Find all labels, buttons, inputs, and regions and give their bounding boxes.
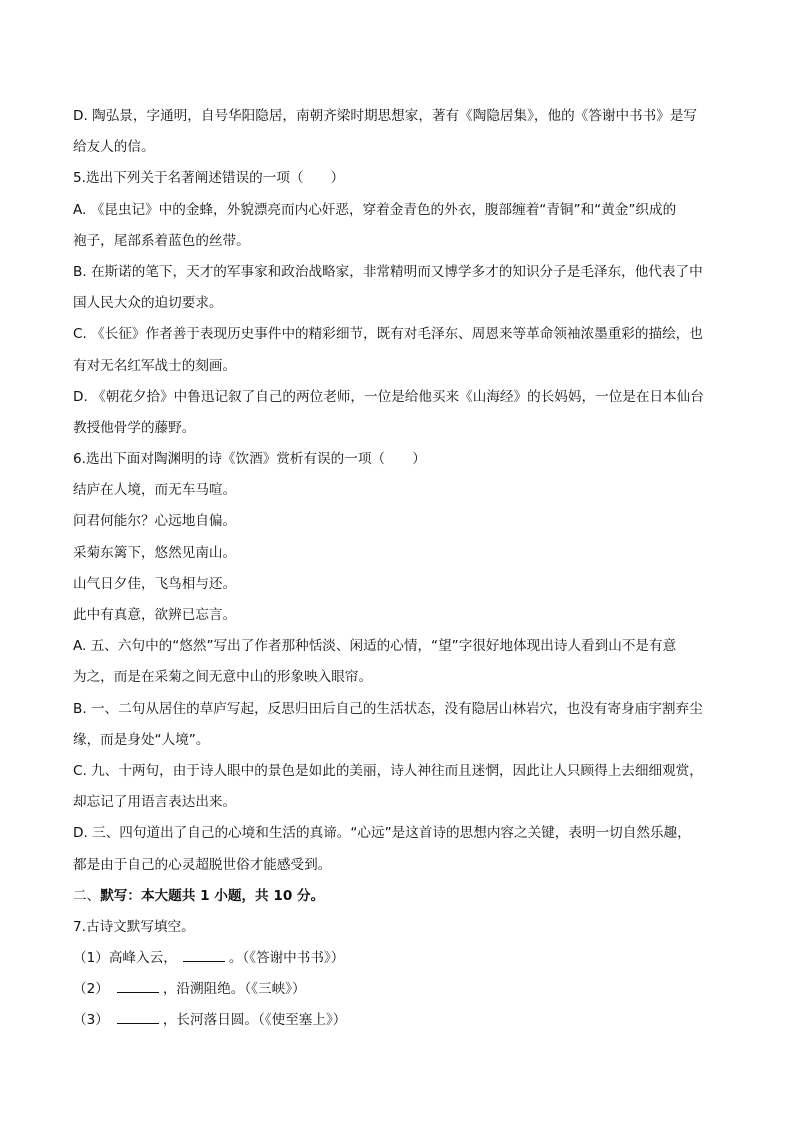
q6-option-c-line1: C. 九、十两句，由于诗人眼中的景色是如此的美丽，诗人神往而且迷惘，因此让人只顾得上去细细观赏， xyxy=(73,762,703,779)
q5-option-b-line1: B. 在斯诺的笔下，天才的军事家和政治战略家，非常精明而又博学多才的知识分子是毛泽东，他代表了中 xyxy=(73,263,703,280)
q7-item-3-blank[interactable] xyxy=(117,1006,159,1024)
q6-option-a-line2: 为之，而是在采菊之间无意中山的形象映入眼帘。 xyxy=(73,669,373,686)
q4-option-d-line1: D. 陶弘景，字通明，自号华阳隐居，南朝齐梁时期思想家，著有《陶隐居集》，他的《答谢中书书》是写 xyxy=(73,108,698,124)
q6-option-b-line2: 缘，而是身处“人境”。 xyxy=(73,731,210,748)
section-heading xyxy=(73,881,723,912)
q5-option-a-line2: 袍子，尾部系着蓝色的丝带。 xyxy=(73,232,250,249)
q7-item-1-blank[interactable] xyxy=(183,944,225,962)
q7-item-2-number: （2） xyxy=(73,981,109,998)
q5-option-a-line1: A. 《昆虫记》中的金蜂，外貌漂亮而内心奸恶，穿着金青色的外衣，腹部缠着“青铜”和“黄金”织成的 xyxy=(73,201,677,218)
q6-poem-line-2: 问君何能尔？心远地自偏。 xyxy=(73,513,237,530)
q7-item-3-number: （3） xyxy=(73,1012,109,1029)
q7-item-1 xyxy=(73,943,723,974)
q7-item-1-number: （1） xyxy=(73,950,109,967)
q5-option-c-line2: 有对无名红军战士的刻画。 xyxy=(73,357,237,374)
q7-item-3-after: ，长河落日圆。（《使至塞上》） xyxy=(162,1012,347,1029)
q6-option-b-line1: B. 一、二句从居住的草庐写起，反思归田后自己的生活状态，没有隐居山林岩穴，也没有寄身庙宇割弃尘 xyxy=(73,700,703,717)
q6-stem: 6.选出下面对陶渊明的诗《饮酒》赏析有误的一项（ ） xyxy=(73,451,426,468)
q7-item-1-after: 。（《答谢中书书》） xyxy=(228,950,345,967)
q5-option-b-line2: 国人民大众的迫切要求。 xyxy=(73,295,223,312)
q4-option-d-line2: 给友人的信。 xyxy=(73,139,155,156)
q7-item-2-blank[interactable] xyxy=(117,975,159,993)
q6-option-c-line2: 却忘记了用语言表达出来。 xyxy=(73,794,237,811)
q6-option-d-line1: D. 三、四句道出了自己的心境和生活的真谛。“心远”是这首诗的思想内容之关键，表明一切自然乐趣， xyxy=(73,825,691,842)
q5-option-d-line2: 教授他骨学的藤野。 xyxy=(73,419,196,436)
q7-item-2 xyxy=(73,974,723,1005)
q6-poem-line-1: 结庐在人境，而无车马喧。 xyxy=(73,482,237,499)
q5-stem: 5.选出下列关于名著阐述错误的一项（ ） xyxy=(73,170,345,187)
q6-option-a-line1: A. 五、六句中的“悠然”写出了作者那种恬淡、闲适的心情，“望”字很好地体现出诗人看到山不是有意 xyxy=(73,638,677,655)
q7-stem: 7.古诗文默写填空。 xyxy=(73,918,195,935)
section-prefix: 二、 xyxy=(73,887,101,904)
q7-item-3 xyxy=(73,1005,723,1036)
q6-option-d-line2: 都是由于自己的心灵超脱世俗才能感受到。 xyxy=(73,856,332,873)
q7-item-2-after: ，沿溯阻绝。（《三峡》） xyxy=(162,981,306,998)
q6-poem-line-3: 采菊东篱下，悠然见南山。 xyxy=(73,544,237,561)
q7-item-1-before: 高峰入云， xyxy=(108,950,177,967)
q5-option-c-line1: C. 《长征》作者善于表现历史事件中的精彩细节，既有对毛泽东、周恩来等革命领袖浓墨重彩的描绘，也 xyxy=(73,326,703,343)
q6-poem-line-5: 此中有真意，欲辨已忘言。 xyxy=(73,607,237,623)
page-content xyxy=(73,101,723,1037)
section-title: 默写：本大题共 1 小题，共 10 分。 xyxy=(100,887,325,904)
q6-poem-line-4: 山气日夕佳，飞鸟相与还。 xyxy=(73,575,237,592)
q5-option-d-line1: D. 《朝花夕拾》中鲁迅记叙了自己的两位老师，一位是给他买来《山海经》的长妈妈，一位是在日本仙台 xyxy=(73,388,704,405)
